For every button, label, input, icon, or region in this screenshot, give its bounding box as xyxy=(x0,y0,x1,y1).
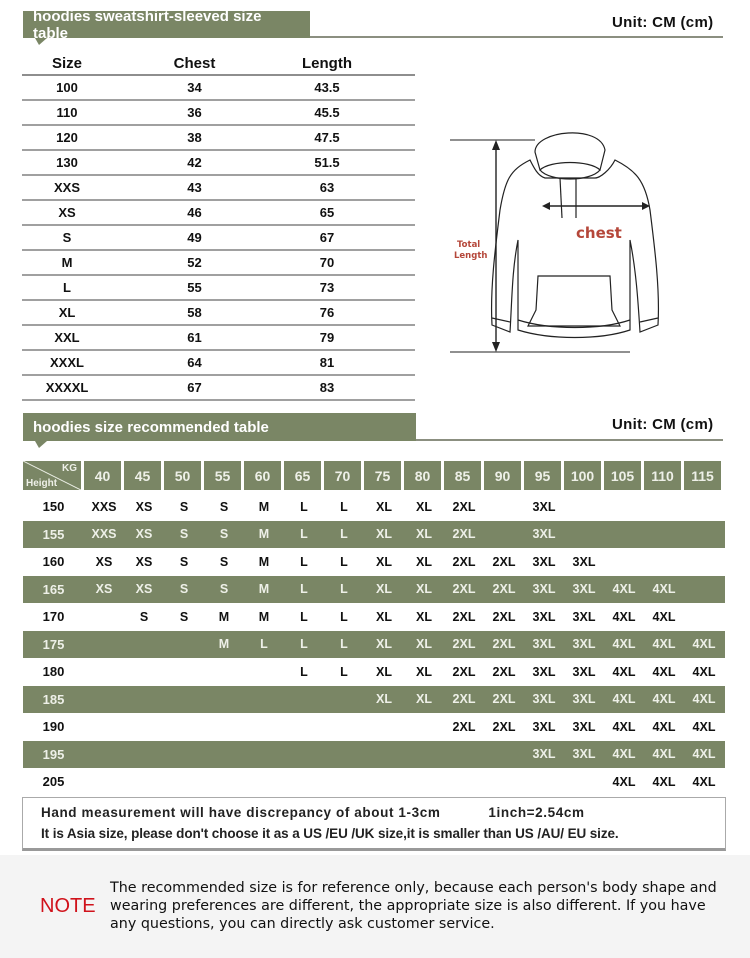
recommended-table-row xyxy=(23,713,725,741)
length-cell: 81 xyxy=(319,355,335,370)
size-recommendation-cell: 4XL xyxy=(652,582,676,597)
size-table-body xyxy=(22,76,415,401)
size-recommendation-cell: S xyxy=(219,499,229,514)
height-cell: 165 xyxy=(42,581,65,597)
total-length-label-1: Total xyxy=(457,240,481,250)
size-recommendation-cell: 3XL xyxy=(532,554,556,569)
size-recommendation-cell: 2XL xyxy=(452,554,476,569)
weight-header-cell: 60 xyxy=(244,461,281,490)
size-table-row xyxy=(22,301,415,326)
note-text: The recommended size is for reference only, because each person's body shape and wearing preferences are different, the appropriate size is also different. If you have any questions, you can directly ask customer service. xyxy=(110,880,717,932)
size-recommendation-cell: L xyxy=(300,499,308,514)
size-recommendation-cell: 3XL xyxy=(572,719,596,734)
weight-header-cell: 110 xyxy=(644,461,681,490)
size-recommendation-cell: XL xyxy=(376,609,392,624)
length-cell: 47.5 xyxy=(314,130,340,145)
chest-cell: 36 xyxy=(187,105,202,120)
size-recommendation-cell: L xyxy=(340,637,348,652)
size-cell: 130 xyxy=(56,155,78,170)
size-recommendation-cell: 3XL xyxy=(572,582,596,597)
size-recommendation-cell: 2XL xyxy=(492,637,516,652)
size-recommendation-cell: XL xyxy=(416,554,432,569)
size-table-row xyxy=(22,226,415,251)
size-table xyxy=(22,52,415,401)
height-cell: 160 xyxy=(42,554,65,570)
recommended-table-row xyxy=(23,768,725,796)
size-recommendation-cell: 4XL xyxy=(652,637,676,652)
size-recommendation-cell: 2XL xyxy=(452,692,476,707)
size-recommendation-cell: 4XL xyxy=(612,774,636,789)
length-cell: 70 xyxy=(319,255,335,270)
size-recommendation-cell: XL xyxy=(416,527,432,542)
size-table-title: hoodies sweatshirt-sleeved size table xyxy=(33,7,262,42)
chest-cell: 67 xyxy=(187,380,202,395)
chest-cell: 43 xyxy=(187,180,202,195)
size-table-row xyxy=(22,276,415,301)
weight-header-cell: 80 xyxy=(404,461,441,490)
size-recommendation-cell: S xyxy=(179,582,189,597)
size-recommendation-cell: 4XL xyxy=(692,664,716,679)
recommended-table-title: hoodies size recommended table xyxy=(33,418,269,436)
size-recommendation-cell: L xyxy=(340,527,348,542)
recommended-table-row xyxy=(23,493,725,521)
size-recommendation-cell: XL xyxy=(376,554,392,569)
weight-header-cell: 40 xyxy=(84,461,121,490)
size-recommendation-cell: XS xyxy=(135,499,153,514)
size-recommendation-cell: 4XL xyxy=(652,692,676,707)
size-recommendation-cell: M xyxy=(258,527,270,542)
size-recommendation-cell: 4XL xyxy=(692,774,716,789)
hoodie-diagram xyxy=(450,120,710,360)
size-recommendation-cell: L xyxy=(300,527,308,542)
size-table-row xyxy=(22,126,415,151)
height-cell: 185 xyxy=(42,691,65,707)
size-recommendation-cell: L xyxy=(340,499,348,514)
size-recommendation-cell: XL xyxy=(376,499,392,514)
size-table-row xyxy=(22,351,415,376)
height-cell: 155 xyxy=(42,526,65,542)
size-recommendation-cell: XL xyxy=(416,637,432,652)
size-recommendation-cell: XS xyxy=(135,527,153,542)
length-cell: 45.5 xyxy=(314,105,340,120)
size-recommendation-cell: 3XL xyxy=(532,747,556,762)
total-length-label-2: Length xyxy=(454,251,488,261)
size-cell: XL xyxy=(58,305,76,320)
length-cell: 73 xyxy=(319,280,335,295)
size-recommendation-cell: 4XL xyxy=(612,609,636,624)
size-recommendation-cell: L xyxy=(340,554,348,569)
notes-line-1 xyxy=(41,805,707,820)
header-chest: Chest xyxy=(173,54,216,72)
measurement-notes xyxy=(22,797,726,851)
weight-header-cell: 75 xyxy=(364,461,401,490)
size-table-row xyxy=(22,76,415,101)
chest-label: chest xyxy=(576,224,622,242)
chest-arrow-head-left xyxy=(542,202,550,210)
size-recommendation-cell: XL xyxy=(416,582,432,597)
height-label: Height xyxy=(26,478,58,489)
size-recommendation-cell: 2XL xyxy=(492,692,516,707)
length-cell: 63 xyxy=(319,180,335,195)
weight-header-cell: 45 xyxy=(124,461,161,490)
size-recommendation-cell: XS xyxy=(95,582,113,597)
size-recommendation-cell: L xyxy=(340,582,348,597)
length-cell: 76 xyxy=(319,305,335,320)
size-table-row xyxy=(22,176,415,201)
length-cell: 67 xyxy=(319,230,335,245)
size-recommendation-cell: S xyxy=(179,609,189,624)
size-recommendation-cell: M xyxy=(258,609,270,624)
size-recommendation-cell: S xyxy=(219,582,229,597)
chest-cell: 55 xyxy=(187,280,202,295)
size-recommendation-cell: 3XL xyxy=(532,527,556,542)
recommended-table-row xyxy=(23,686,725,714)
size-table-row xyxy=(22,326,415,351)
banner-tail xyxy=(35,441,47,448)
recommended-size-table xyxy=(23,461,725,796)
header-size: Size xyxy=(51,54,82,72)
size-cell: M xyxy=(61,255,73,270)
size-recommendation-cell: XL xyxy=(416,692,432,707)
height-cell: 195 xyxy=(42,746,65,762)
size-table-row xyxy=(22,201,415,226)
size-recommendation-cell: L xyxy=(340,609,348,624)
size-recommendation-cell: 4XL xyxy=(652,719,676,734)
height-cell: 180 xyxy=(42,664,65,680)
size-recommendation-cell: M xyxy=(258,582,270,597)
chest-cell: 61 xyxy=(187,330,202,345)
size-recommendation-cell: 2XL xyxy=(492,609,516,624)
size-recommendation-cell: 3XL xyxy=(532,664,556,679)
size-recommendation-cell: XXS xyxy=(91,527,117,542)
chest-cell: 64 xyxy=(187,355,202,370)
size-cell: XXS xyxy=(53,180,80,195)
weight-header-cell: 95 xyxy=(524,461,561,490)
header-length: Length xyxy=(302,54,352,72)
size-recommendation-cell: 3XL xyxy=(532,582,556,597)
size-recommendation-cell: XL xyxy=(376,527,392,542)
chest-cell: 52 xyxy=(187,255,202,270)
asia-size-note: It is Asia size, please don't choose it as a US /EU /UK size,it is smaller than US /AU/ EU size. xyxy=(41,826,619,841)
size-recommendation-cell: 2XL xyxy=(492,664,516,679)
size-recommendation-cell: L xyxy=(300,582,308,597)
weight-header-cell: 55 xyxy=(204,461,241,490)
size-recommendation-cell: L xyxy=(340,664,348,679)
size-recommendation-cell: 3XL xyxy=(532,692,556,707)
length-cell: 51.5 xyxy=(314,155,340,170)
section2-unit: Unit: CM (cm) xyxy=(612,416,714,433)
weight-header-cell: 85 xyxy=(444,461,481,490)
size-recommendation-cell: 3XL xyxy=(572,609,596,624)
recommended-table-body xyxy=(23,493,725,796)
size-table-row xyxy=(22,376,415,401)
size-recommendation-cell: M xyxy=(258,499,270,514)
size-recommendation-cell: 4XL xyxy=(652,774,676,789)
size-recommendation-cell: XS xyxy=(135,554,153,569)
size-recommendation-cell: 4XL xyxy=(692,747,716,762)
size-recommendation-cell: 3XL xyxy=(532,499,556,514)
size-recommendation-cell: 3XL xyxy=(572,747,596,762)
size-recommendation-cell: 2XL xyxy=(452,637,476,652)
recommended-table-row xyxy=(23,631,725,659)
size-recommendation-cell: S xyxy=(179,499,189,514)
kg-label: KG xyxy=(62,463,77,474)
size-recommendation-cell: XL xyxy=(416,664,432,679)
size-recommendation-cell: XL xyxy=(376,692,392,707)
size-recommendation-cell: M xyxy=(258,554,270,569)
size-cell: 120 xyxy=(56,130,78,145)
size-recommendation-cell: 4XL xyxy=(612,692,636,707)
size-table-row xyxy=(22,251,415,276)
discrepancy-note: Hand measurement will have discrepancy of about 1-3cm xyxy=(41,805,441,820)
height-cell: 175 xyxy=(42,636,65,652)
weight-header-cell: 70 xyxy=(324,461,361,490)
size-recommendation-cell: XL xyxy=(376,664,392,679)
chest-cell: 38 xyxy=(187,130,202,145)
size-recommendation-cell: L xyxy=(300,664,308,679)
size-recommendation-cell: 2XL xyxy=(452,582,476,597)
length-cell: 79 xyxy=(319,330,335,345)
size-recommendation-cell: S xyxy=(179,554,189,569)
size-recommendation-cell: 4XL xyxy=(652,747,676,762)
size-table-row xyxy=(22,101,415,126)
size-recommendation-cell: 4XL xyxy=(612,582,636,597)
size-recommendation-cell: 4XL xyxy=(692,637,716,652)
chest-cell: 58 xyxy=(187,305,202,320)
size-recommendation-cell: 4XL xyxy=(652,609,676,624)
size-recommendation-cell: L xyxy=(300,554,308,569)
weight-header-cell: 100 xyxy=(564,461,601,490)
size-recommendation-cell: 3XL xyxy=(532,719,556,734)
section2-rule xyxy=(416,439,723,441)
section1-unit: Unit: CM (cm) xyxy=(612,14,714,31)
recommended-table-row xyxy=(23,521,725,549)
weight-header-cell: 50 xyxy=(164,461,201,490)
height-cell: 190 xyxy=(42,719,65,735)
size-recommendation-cell: 3XL xyxy=(572,664,596,679)
size-recommendation-cell: XS xyxy=(135,582,153,597)
size-recommendation-cell: XS xyxy=(95,554,113,569)
recommended-table-row xyxy=(23,658,725,686)
size-cell: S xyxy=(62,230,72,245)
size-recommendation-cell: 4XL xyxy=(612,747,636,762)
size-recommendation-cell: S xyxy=(219,554,229,569)
weight-header-cell: 105 xyxy=(604,461,641,490)
weight-header-cell: 65 xyxy=(284,461,321,490)
size-recommendation-cell: 3XL xyxy=(532,637,556,652)
size-recommendation-cell: S xyxy=(139,609,149,624)
banner-tail xyxy=(35,38,47,45)
size-recommendation-cell: 4XL xyxy=(652,664,676,679)
size-recommendation-cell: 2XL xyxy=(452,664,476,679)
note-label: NOTE xyxy=(40,895,96,917)
weight-header-row xyxy=(23,461,725,490)
recommended-table-row xyxy=(23,548,725,576)
corner-cell xyxy=(23,461,81,490)
size-recommendation-cell: 2XL xyxy=(492,719,516,734)
size-recommendation-cell: 4XL xyxy=(612,637,636,652)
height-cell: 150 xyxy=(42,499,65,515)
size-recommendation-cell: 2XL xyxy=(492,554,516,569)
size-recommendation-cell: M xyxy=(218,609,230,624)
length-arrow-head-down xyxy=(492,342,500,352)
section1-rule xyxy=(310,36,723,38)
length-cell: 43.5 xyxy=(314,80,340,95)
size-recommendation-cell: XL xyxy=(416,499,432,514)
size-table-title-banner xyxy=(23,7,310,42)
size-recommendation-cell: XL xyxy=(376,637,392,652)
size-cell: XXXL xyxy=(50,355,84,370)
size-recommendation-cell: 3XL xyxy=(572,637,596,652)
chest-cell: 42 xyxy=(187,155,202,170)
size-recommendation-cell: L xyxy=(300,637,308,652)
size-cell: XXL xyxy=(54,330,80,345)
size-cell: XS xyxy=(58,205,76,220)
weight-header-cell: 115 xyxy=(684,461,721,490)
size-table-row xyxy=(22,151,415,176)
size-cell: 100 xyxy=(56,80,78,95)
recommended-table-row xyxy=(23,603,725,631)
length-cell: 83 xyxy=(319,380,335,395)
size-recommendation-cell: 4XL xyxy=(692,719,716,734)
length-arrow-head-up xyxy=(492,140,500,150)
size-recommendation-cell: 3XL xyxy=(532,609,556,624)
weight-header-cell: 90 xyxy=(484,461,521,490)
size-recommendation-cell: XL xyxy=(416,609,432,624)
inch-conversion: 1inch=2.54cm xyxy=(488,805,585,820)
size-table-header xyxy=(22,52,415,76)
length-cell: 65 xyxy=(319,205,335,220)
size-recommendation-cell: XXS xyxy=(91,499,117,514)
size-recommendation-cell: L xyxy=(300,609,308,624)
size-recommendation-cell: S xyxy=(179,527,189,542)
size-recommendation-cell: L xyxy=(260,637,268,652)
recommended-table-title-banner xyxy=(23,413,416,441)
size-recommendation-cell: S xyxy=(219,527,229,542)
size-cell: XXXXL xyxy=(45,380,89,395)
size-recommendation-cell: 2XL xyxy=(452,527,476,542)
recommended-table-row xyxy=(23,741,725,769)
size-recommendation-cell: 4XL xyxy=(692,692,716,707)
chest-cell: 49 xyxy=(187,230,202,245)
chest-cell: 46 xyxy=(187,205,202,220)
chest-cell: 34 xyxy=(187,80,202,95)
size-cell: L xyxy=(63,280,71,295)
recommended-table-row xyxy=(23,576,725,604)
height-cell: 170 xyxy=(42,609,65,625)
size-recommendation-cell: 2XL xyxy=(452,719,476,734)
hoodie-outline xyxy=(492,133,659,338)
size-recommendation-cell: 2XL xyxy=(452,499,476,514)
size-recommendation-cell: XL xyxy=(376,582,392,597)
size-recommendation-cell: 2XL xyxy=(452,609,476,624)
height-cell: 205 xyxy=(42,774,65,790)
size-recommendation-cell: 3XL xyxy=(572,554,596,569)
size-recommendation-cell: 3XL xyxy=(572,692,596,707)
size-recommendation-cell: 4XL xyxy=(612,719,636,734)
size-recommendation-cell: 4XL xyxy=(612,664,636,679)
size-recommendation-cell: 2XL xyxy=(492,582,516,597)
size-cell: 110 xyxy=(56,105,78,120)
size-recommendation-cell: M xyxy=(218,637,230,652)
